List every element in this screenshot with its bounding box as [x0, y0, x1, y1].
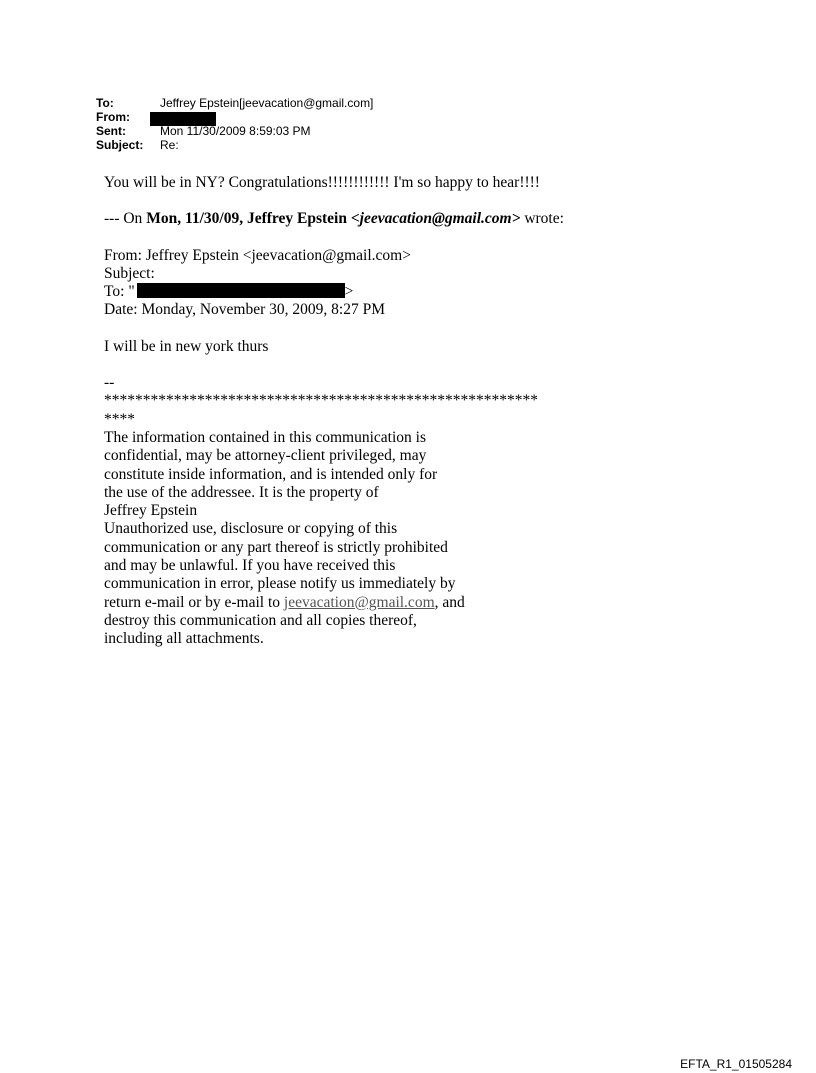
- reply-text: You will be in NY? Congratulations!!!!!!!!!!!! I'm so happy to hear!!!!: [104, 174, 540, 191]
- signature-stars: ********************************************************: [104, 392, 538, 410]
- disclaimer-line: constitute inside information, and is intended only for: [104, 465, 438, 483]
- disclaimer-line: and may be unlawful. If you have received this: [104, 557, 396, 575]
- quote-header: [104, 210, 664, 228]
- from-label: From:: [96, 110, 130, 124]
- disclaimer-line: communication in error, please notify us immediately by: [104, 575, 456, 593]
- disclaimer-line: confidential, may be attorney-client privileged, may: [104, 447, 427, 465]
- subject-value: Re:: [160, 138, 179, 152]
- disclaimer-return-suffix: , and: [434, 593, 465, 611]
- to-label: To:: [96, 96, 114, 110]
- disclaimer-line: The information contained in this communication is: [104, 428, 426, 446]
- disclaimer-line: destroy this communication and all copies thereof,: [104, 611, 417, 629]
- quote-prefix: --- On: [104, 210, 147, 228]
- orig-to: [104, 283, 664, 301]
- disclaimer-line: communication or any part thereof is strictly prohibited: [104, 538, 448, 556]
- disclaimer-return-prefix: return e-mail or by e-mail to: [104, 593, 284, 611]
- sent-label: Sent:: [96, 124, 126, 138]
- redaction-box: [137, 283, 345, 298]
- orig-subject: Subject:: [104, 264, 155, 282]
- sent-row: [96, 124, 373, 138]
- orig-from: From: Jeffrey Epstein <jeevacation@gmail.com>: [104, 246, 411, 264]
- quote-email: <jeevacation@gmail.com>: [350, 210, 521, 228]
- disclaimer-line: [104, 594, 664, 612]
- subject-label: Subject:: [96, 138, 144, 152]
- signature-stars-continued: ****: [104, 410, 135, 428]
- orig-message: I will be in new york thurs: [104, 337, 269, 355]
- email-header: [96, 96, 373, 152]
- quote-date-author: Mon, 11/30/09, Jeffrey Epstein: [146, 210, 351, 228]
- subject-row: [96, 138, 373, 152]
- orig-to-suffix: >: [344, 283, 354, 301]
- from-row: [96, 110, 373, 124]
- disclaimer-line: including all attachments.: [104, 630, 264, 648]
- to-value: Jeffrey Epstein[jeevacation@gmail.com]: [160, 96, 374, 110]
- email-body: [104, 174, 664, 649]
- disclaimer-line: Unauthorized use, disclosure or copying of this: [104, 520, 398, 538]
- disclaimer-line: Jeffrey Epstein: [104, 502, 198, 520]
- document-id: EFTA_R1_01505284: [680, 1057, 792, 1071]
- disclaimer-line: the use of the addressee. It is the property of: [104, 483, 379, 501]
- sent-value: Mon 11/30/2009 8:59:03 PM: [160, 124, 311, 138]
- to-row: [96, 96, 373, 110]
- quote-suffix: wrote:: [520, 210, 564, 228]
- email-link[interactable]: jeevacation@gmail.com: [283, 593, 435, 611]
- orig-to-prefix: To: ": [104, 283, 135, 301]
- signature-dashes: --: [104, 374, 115, 392]
- orig-date: Date: Monday, November 30, 2009, 8:27 PM: [104, 301, 385, 319]
